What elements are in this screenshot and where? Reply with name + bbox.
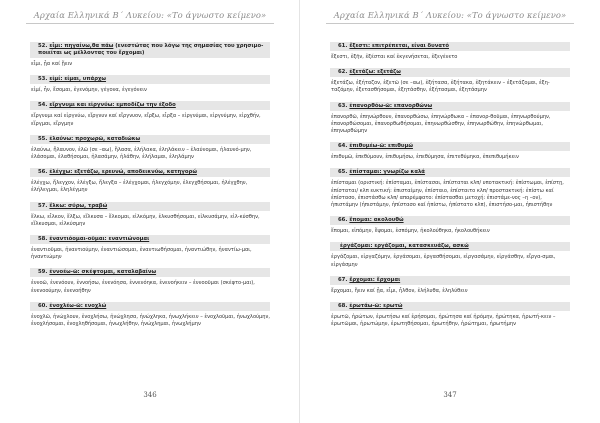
entry-number: 65.	[338, 169, 348, 176]
verb-entry	[30, 202, 270, 228]
entry-list	[330, 42, 570, 335]
entry-forms: ἐλέγχω, ἤλεγχον, ἐλέγξω, ἤλεγξα – ἐλέγχομαι, ἠλεγχόμην, ἐλεγχθήσομαι, ἠλέγχθην, ἐλήλεγμαι, ἐληλέγμην	[31, 180, 248, 194]
entry-heading	[330, 216, 570, 225]
entry-forms: εἶμι, ᾖα καί ᾔειν	[31, 61, 73, 67]
entry-forms: ἐπιθυμῶ, ἐπεθύμουν, ἐπιθυμήσω, ἐπεθύμησα, ἐπιτεθύμηκα, ἐπεπιθυμήκειν	[331, 154, 519, 161]
right-page	[300, 0, 600, 423]
entry-heading	[30, 101, 270, 110]
entry-heading	[30, 168, 270, 177]
verb-entry	[330, 276, 570, 295]
entry-number: 61.	[338, 43, 348, 49]
verb-entry	[30, 75, 270, 94]
entry-lemma: ἕπομαι: ακολουθώ	[349, 217, 404, 224]
entry-heading	[330, 168, 570, 177]
entry-list	[30, 42, 270, 335]
entry-heading	[330, 302, 570, 311]
entry-lemma: ἐξετάζω: εξετάζω	[349, 69, 401, 76]
entry-heading	[330, 142, 570, 151]
entry-lemma: ἐναντιόομαι-οῦμαι: εναντιώνομαι	[49, 236, 150, 243]
running-head: Αρχαία Ελληνικά Β΄ Λυκείου: «Το άγνωστο κείμενο»	[33, 10, 267, 20]
entry-number: 63.	[338, 102, 348, 109]
entry-lemma: ἔξεστι: επιτρέπεται, είναι δυνατό	[349, 43, 449, 49]
verb-entry	[30, 235, 270, 261]
entry-forms: ἐννοῶ, ἐνενόουν, ἐννοήσω, ἐνενόησα, ἐννενόηκα, ἐνενοήκειν – ἐννοοῦμαι (σκέφτο-μαι), ἐνενοούμην, ἐνενοήθην	[31, 280, 255, 294]
entry-forms: ἐπανορθῶ, ἐπηνώρθουν, ἐπανορθώσω, ἐπηνώρθωκα – ἐπανορ-θοῦμαι, ἐπηνωρθούμην, ἐπανορθώσομαι, ἐπανορθωθήσομαι, ἐπηνωρθώσθην, ἐπηνωρθώθην, ἐπηνώρθωμαι, ἐπηνωρθώμην	[331, 113, 551, 135]
entry-number: 60.	[38, 302, 48, 309]
verb-entry	[330, 216, 570, 235]
running-head: Αρχαία Ελληνικά Β΄ Λυκείου: «Το άγνωστο κείμενο»	[333, 10, 567, 20]
entry-number: 52.	[38, 43, 48, 49]
entry-heading	[30, 302, 270, 311]
header-rule	[326, 23, 574, 24]
entry-lemma: ἐργάζομαι: εργάζομαι, κατασκευάζω, ασκώ	[340, 243, 469, 250]
entry-lemma: ἐλέγχω: εξετάζω, ερευνώ, αποδεικνύω, κατηγορώ	[49, 169, 197, 176]
entry-lemma: ἐπίσταμαι: γνωρίζω καλά	[349, 169, 425, 176]
entry-number: 54.	[38, 102, 48, 109]
entry-forms: ἕπομαι, εἱπόμην, ἕψομαι, ἑσπόμην, ἠκολούθηκα, ἠκολουθήκειν	[331, 228, 490, 235]
page-number: 346	[143, 391, 157, 399]
verb-entry	[30, 302, 270, 328]
verb-entry	[330, 242, 570, 268]
entry-forms: εἰμί, ἦν, ἔσομαι, ἐγενόμην, γέγονα, ἐγεγόνειν	[31, 87, 147, 94]
verb-entry	[30, 268, 270, 294]
entry-heading	[30, 75, 270, 84]
entry-heading	[30, 42, 270, 58]
page-number: 347	[443, 391, 457, 399]
verb-entry	[30, 168, 270, 194]
entry-heading	[330, 242, 570, 251]
entry-lemma: ἐπιθυμέω-ῶ: επιθυμώ	[349, 143, 413, 150]
header-rule	[26, 23, 274, 24]
entry-forms: ἐναντιοῦμαι, ἠναντιούμην, ἐναντιώσομαι, ἐναντιωθήσομαι, ἠναντιώθην, ἠναντίω-μαι, ἠναντιώμην	[31, 247, 252, 261]
entry-forms: ἕλκω, εἷλκον, ἕλξω, εἵλκυσα – ἕλκομαι, εἱλκόμην, ἑλκυσθήσομαι, εἱλκυσάμην, εἱλ-κύσθην, εἵλκυσμαι, εἱλκύσμην	[31, 213, 260, 227]
entry-number: 62.	[338, 69, 348, 76]
entry-heading	[330, 42, 570, 51]
entry-number: 59.	[38, 269, 48, 276]
entry-forms: ἔρχομαι, ἤειν καί ᾖα, εἶμι, ἦλθον, ἐλήλυθα, ἐληλύθειν	[331, 287, 468, 294]
entry-number: 56.	[38, 169, 48, 176]
verb-entry	[330, 302, 570, 328]
verb-entry	[330, 142, 570, 161]
entry-heading	[30, 235, 270, 244]
entry-lemma: ἐρωτάω-ῶ: ερωτώ	[349, 303, 403, 310]
verb-entry	[330, 42, 570, 61]
entry-number: 68.	[338, 303, 348, 310]
entry-lemma: εἶμι: πηγαίνω,θα πάω	[49, 43, 114, 49]
entry-forms: ἐξετάζω, ἐξήταζον, ἐξετῶ (σε –αω), ἐξήτασα, ἐξήτακα, ἐξητάκειν – ἐξετάζομαι, ἐξη-ταζόμην, ἐξετασθήσομαι, ἐξητάσθην, ἐξήτασμαι, ἐξητάσμην	[331, 80, 550, 94]
verb-entry	[330, 168, 570, 209]
entry-number: 57.	[38, 202, 48, 209]
entry-lemma: ἕλκω: σύρω, τραβώ	[49, 202, 108, 209]
entry-lemma: εἴργνυμι και εἰργνύω: εμποδίζω την έξοδο	[49, 102, 176, 109]
verb-entry	[30, 42, 270, 68]
verb-entry	[30, 101, 270, 127]
entry-number: 58.	[38, 236, 48, 243]
entry-lemma: ἐνοχλέω-ῶ: ενοχλώ	[49, 302, 107, 309]
entry-heading	[30, 135, 270, 144]
entry-note: (ενεστώτας που λόγω της σημασίας του χρησιμο-ποιείται ως μέλλοντας του ἔρχομαι)	[38, 43, 264, 56]
entry-heading	[30, 202, 270, 211]
entry-number: 66.	[338, 217, 348, 224]
entry-heading	[330, 102, 570, 111]
entry-heading	[330, 276, 570, 285]
entry-heading	[30, 268, 270, 277]
entry-lemma: ἔρχομαι: ἔρχομαι	[349, 276, 401, 283]
entry-forms: ἐνοχλῶ, ἠνώχλουν, ἐνοχλήσω, ἠνώχλησα, ἠνώχληκα, ἠνωχλήκειν – ἐνοχλοῦμαι, ἠνωχλούμην, ἐνοχλήσομαι, ἐνοχληθήσομαι, ἠνωχλήθην, ἠνώχλημαι, ἠνωχλήμην	[31, 313, 270, 328]
entry-forms: ἐλαύνω, ἤλαυνον, ἐλῶ (σε –αω), ἤλασα, ἐλήλακα, ἐληλάκειν – ἐλαύνομαι, ἠλαυνό-μην, ἐλάσομαι, ἐλαθήσομαι, ἠλασάμην, ἠλάθην, ἐλήλαμαι, ἐληλάμην	[31, 146, 252, 161]
entry-heading	[330, 68, 570, 77]
entry-number: 53.	[38, 76, 48, 83]
verb-entry	[330, 102, 570, 136]
entry-number: 67.	[338, 276, 348, 283]
entry-forms: ἐργάζομαι, εἰργαζόμην, ἐργάσομαι, ἐργασθήσομαι, εἰργασάμην, εἰργάσθην, εἴργα-σμαι, εἰργάσμην	[331, 254, 556, 268]
verb-entry	[30, 135, 270, 161]
entry-number: 64.	[338, 143, 348, 150]
entry-lemma: ἐλαύνω: προχωρῶ, καταδιώκω	[49, 135, 141, 142]
entry-forms: ἐπίσταμαι (οριστική: ἐπίσταμαι, ἐπίστασαι, ἐπίσταται κλπ/ υποτακτική: ἐπίστωμαι, ἐπίστῃ, ἐπίσταται/ κλπ ευκτική: ἐπισταίμην, ἐπίσταιο, ἐπίσταιτο κλπ/ προστακτική: ἐπίστω καί ἐπίστασο, ἐπιστάσθω κλπ/ απαρέμφατο: ἐπίστασθαι μετοχή: ἐπιστάμε-νος –η –ον), ἠπιστάμην (ἠπιστάμην, ἠπίστασο καί ἠπίστω, ἠπίστατο κλπ), ἐπιστήσο-μαι, ἠπιστήθην	[331, 180, 564, 209]
entry-forms: ἐρωτῶ, ἠρώτων, ἐρωτήσω καί ἐρήσομαι, ἠρώτησα καί ἠρόμην, ἠρώτηκα, ἠρωτή-κειν – ἐρωτῶμαι, ἠρωτώμην, ἐρωτηθήσομαι, ἠρωτήθην, ἠρώτημαι, ἠρωτήμην	[331, 314, 556, 328]
entry-lemma: εἰμί: είμαι, υπάρχω	[49, 76, 107, 83]
entry-lemma: ἐπανορθόω-ῶ: επανορθώνω	[349, 102, 433, 109]
verb-entry	[330, 68, 570, 94]
entry-forms: ἔξεστι, ἐξῆν, ἐξέσται καί ἐκγενήσεται, ἐξεγένετο	[331, 54, 458, 60]
entry-lemma: ἐννοέω-ῶ: σκέφτομαι, καταλαβαίνω	[49, 269, 157, 276]
entry-number: 55.	[38, 135, 48, 142]
entry-forms: εἴργνυμι καί εἰργνύω, εἴργνυν καί εἴργνυον, εἴρξω, εἶρξα – εἰργνύμαι, εἰργνύμην, εἱρχθήν, εἵργμαι, εἵργμην	[31, 113, 261, 127]
